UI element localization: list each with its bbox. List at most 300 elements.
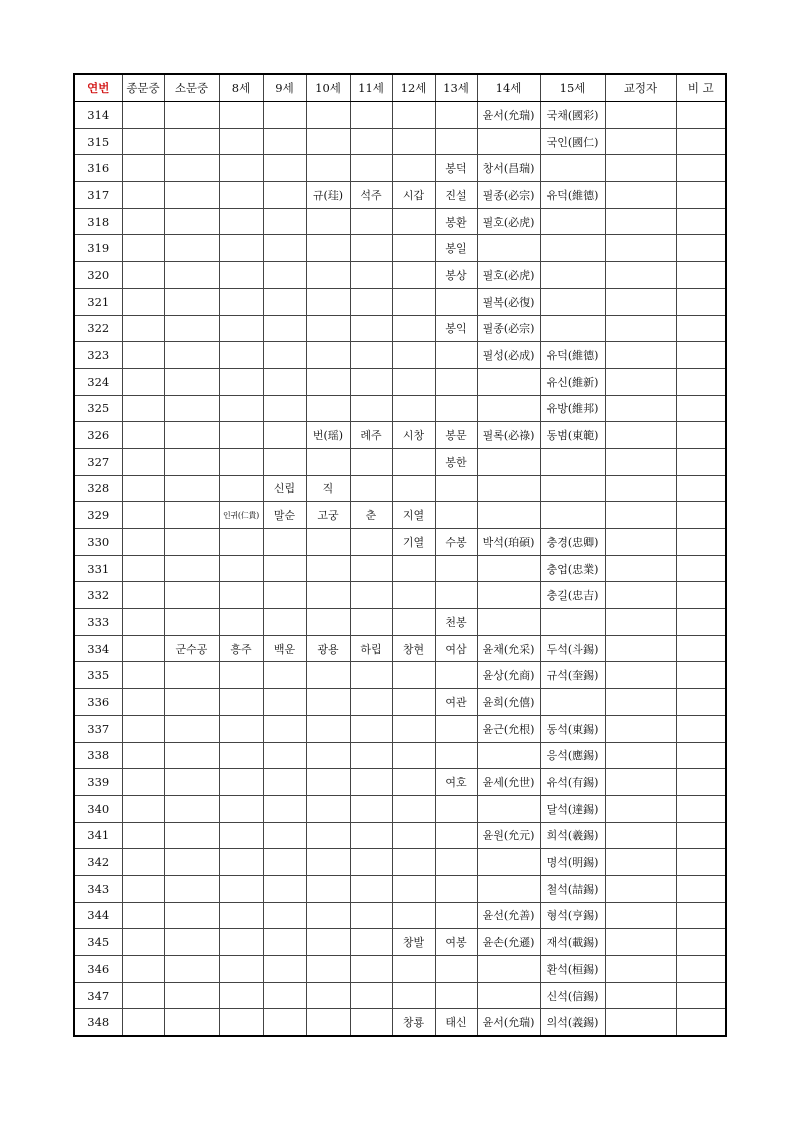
cell-generation-9 [263, 582, 306, 609]
cell-remarks [676, 262, 726, 289]
cell-remarks [676, 128, 726, 155]
cell-generation-11 [350, 315, 392, 342]
cell-generation-10 [306, 982, 350, 1009]
cell-proofreader [605, 395, 676, 422]
cell-generation-12 [392, 288, 435, 315]
cell-generation-11 [350, 582, 392, 609]
cell-generation-13 [435, 288, 477, 315]
cell-generation-13 [435, 795, 477, 822]
cell-remarks [676, 582, 726, 609]
cell-generation-14: 필종(必宗) [477, 315, 540, 342]
cell-generation-9 [263, 368, 306, 395]
cell-generation-8 [219, 395, 263, 422]
cell-sub-clan [164, 929, 219, 956]
cell-generation-8 [219, 155, 263, 182]
cell-sub-clan [164, 742, 219, 769]
cell-generation-13 [435, 982, 477, 1009]
cell-sub-clan [164, 448, 219, 475]
cell-generation-10 [306, 689, 350, 716]
cell-generation-9: 백운 [263, 635, 306, 662]
cell-generation-10 [306, 956, 350, 983]
cell-proofreader [605, 315, 676, 342]
cell-sub-clan [164, 368, 219, 395]
cell-main-clan [122, 395, 164, 422]
cell-remarks [676, 342, 726, 369]
cell-remarks [676, 288, 726, 315]
cell-serial-number: 319 [74, 235, 122, 262]
cell-remarks [676, 475, 726, 502]
header-generation-12: 12세 [392, 74, 435, 102]
header-generation-14: 14세 [477, 74, 540, 102]
cell-generation-15: 국인(國仁) [540, 128, 605, 155]
cell-generation-9 [263, 128, 306, 155]
cell-main-clan [122, 448, 164, 475]
cell-generation-11 [350, 902, 392, 929]
cell-generation-13 [435, 502, 477, 529]
cell-generation-14: 윤서(允瑞) [477, 102, 540, 129]
cell-generation-10 [306, 769, 350, 796]
cell-generation-10 [306, 715, 350, 742]
cell-remarks [676, 208, 726, 235]
cell-generation-10 [306, 929, 350, 956]
table-row [74, 342, 726, 369]
table-row [74, 689, 726, 716]
cell-generation-13: 태신 [435, 1009, 477, 1036]
cell-generation-13 [435, 742, 477, 769]
cell-generation-9 [263, 609, 306, 636]
table-row [74, 609, 726, 636]
cell-generation-9 [263, 262, 306, 289]
cell-generation-12 [392, 342, 435, 369]
cell-remarks [676, 502, 726, 529]
cell-remarks [676, 849, 726, 876]
cell-generation-11 [350, 342, 392, 369]
table-row [74, 182, 726, 209]
cell-generation-11 [350, 128, 392, 155]
header-generation-15: 15세 [540, 74, 605, 102]
table-row [74, 715, 726, 742]
cell-proofreader [605, 849, 676, 876]
cell-generation-12 [392, 368, 435, 395]
cell-generation-14: 필복(必復) [477, 288, 540, 315]
cell-remarks [676, 769, 726, 796]
cell-main-clan [122, 902, 164, 929]
cell-generation-8 [219, 875, 263, 902]
cell-serial-number: 324 [74, 368, 122, 395]
cell-serial-number: 326 [74, 422, 122, 449]
cell-remarks [676, 795, 726, 822]
cell-generation-9 [263, 342, 306, 369]
cell-remarks [676, 742, 726, 769]
cell-generation-9 [263, 929, 306, 956]
cell-generation-11 [350, 662, 392, 689]
cell-generation-13 [435, 849, 477, 876]
cell-proofreader [605, 155, 676, 182]
cell-sub-clan [164, 875, 219, 902]
cell-main-clan [122, 155, 164, 182]
header-main-clan: 종문중 [122, 74, 164, 102]
cell-generation-8 [219, 262, 263, 289]
header-generation-10: 10세 [306, 74, 350, 102]
cell-remarks [676, 822, 726, 849]
cell-remarks [676, 662, 726, 689]
table-row [74, 635, 726, 662]
cell-generation-13: 봉상 [435, 262, 477, 289]
cell-serial-number: 344 [74, 902, 122, 929]
cell-generation-10 [306, 555, 350, 582]
table-row [74, 422, 726, 449]
cell-sub-clan: 군수공 [164, 635, 219, 662]
cell-generation-9 [263, 795, 306, 822]
cell-generation-14: 윤근(允根) [477, 715, 540, 742]
cell-generation-15: 충경(忠卿) [540, 529, 605, 556]
cell-proofreader [605, 529, 676, 556]
cell-generation-15 [540, 502, 605, 529]
table-row [74, 769, 726, 796]
cell-proofreader [605, 342, 676, 369]
cell-generation-8 [219, 208, 263, 235]
table-row [74, 582, 726, 609]
cell-remarks [676, 689, 726, 716]
cell-generation-13 [435, 822, 477, 849]
cell-generation-15: 두석(斗錫) [540, 635, 605, 662]
cell-generation-8 [219, 422, 263, 449]
cell-generation-10 [306, 155, 350, 182]
cell-generation-15 [540, 315, 605, 342]
cell-sub-clan [164, 769, 219, 796]
cell-generation-8 [219, 368, 263, 395]
cell-generation-11 [350, 715, 392, 742]
cell-serial-number: 341 [74, 822, 122, 849]
cell-generation-15: 형석(亨錫) [540, 902, 605, 929]
cell-generation-12 [392, 582, 435, 609]
cell-serial-number: 345 [74, 929, 122, 956]
cell-serial-number: 321 [74, 288, 122, 315]
cell-remarks [676, 529, 726, 556]
cell-proofreader [605, 582, 676, 609]
cell-generation-15 [540, 609, 605, 636]
cell-serial-number: 331 [74, 555, 122, 582]
cell-remarks [676, 875, 726, 902]
cell-sub-clan [164, 262, 219, 289]
cell-main-clan [122, 288, 164, 315]
cell-generation-15: 신석(信錫) [540, 982, 605, 1009]
cell-proofreader [605, 368, 676, 395]
cell-sub-clan [164, 555, 219, 582]
cell-generation-9 [263, 235, 306, 262]
cell-generation-12 [392, 769, 435, 796]
cell-generation-14: 필종(必宗) [477, 182, 540, 209]
cell-serial-number: 333 [74, 609, 122, 636]
cell-proofreader [605, 182, 676, 209]
cell-remarks [676, 395, 726, 422]
cell-generation-11 [350, 288, 392, 315]
cell-generation-8 [219, 849, 263, 876]
cell-generation-10 [306, 822, 350, 849]
cell-generation-9 [263, 1009, 306, 1036]
cell-generation-12 [392, 555, 435, 582]
cell-generation-10 [306, 1009, 350, 1036]
cell-generation-14: 필호(必虎) [477, 208, 540, 235]
cell-generation-11 [350, 822, 392, 849]
cell-generation-12 [392, 609, 435, 636]
cell-generation-15 [540, 208, 605, 235]
cell-generation-11 [350, 262, 392, 289]
cell-generation-11 [350, 929, 392, 956]
cell-proofreader [605, 902, 676, 929]
table-row [74, 929, 726, 956]
cell-generation-15: 동석(東錫) [540, 715, 605, 742]
cell-main-clan [122, 795, 164, 822]
cell-generation-14: 윤세(允世) [477, 769, 540, 796]
cell-proofreader [605, 1009, 676, 1036]
cell-generation-13: 여관 [435, 689, 477, 716]
cell-generation-8 [219, 929, 263, 956]
cell-generation-10 [306, 395, 350, 422]
cell-remarks [676, 422, 726, 449]
cell-generation-9 [263, 555, 306, 582]
cell-serial-number: 323 [74, 342, 122, 369]
cell-generation-9: 신립 [263, 475, 306, 502]
cell-proofreader [605, 555, 676, 582]
cell-proofreader [605, 102, 676, 129]
cell-generation-15: 규석(奎錫) [540, 662, 605, 689]
cell-proofreader [605, 715, 676, 742]
cell-generation-12 [392, 128, 435, 155]
cell-generation-12 [392, 822, 435, 849]
cell-sub-clan [164, 956, 219, 983]
cell-generation-10 [306, 288, 350, 315]
cell-remarks [676, 982, 726, 1009]
cell-main-clan [122, 208, 164, 235]
cell-main-clan [122, 609, 164, 636]
table-row [74, 822, 726, 849]
cell-generation-13: 여봉 [435, 929, 477, 956]
cell-generation-11 [350, 208, 392, 235]
cell-serial-number: 335 [74, 662, 122, 689]
cell-proofreader [605, 235, 676, 262]
cell-generation-9 [263, 742, 306, 769]
cell-generation-8 [219, 342, 263, 369]
cell-generation-10 [306, 742, 350, 769]
cell-generation-15: 재석(載錫) [540, 929, 605, 956]
cell-generation-9 [263, 875, 306, 902]
cell-generation-11 [350, 849, 392, 876]
cell-generation-12: 시갑 [392, 182, 435, 209]
cell-remarks [676, 315, 726, 342]
cell-serial-number: 320 [74, 262, 122, 289]
cell-proofreader [605, 128, 676, 155]
cell-generation-12 [392, 448, 435, 475]
cell-generation-14 [477, 795, 540, 822]
cell-generation-15: 명석(明錫) [540, 849, 605, 876]
cell-sub-clan [164, 902, 219, 929]
cell-generation-8 [219, 769, 263, 796]
cell-sub-clan [164, 1009, 219, 1036]
cell-main-clan [122, 875, 164, 902]
cell-generation-14 [477, 502, 540, 529]
cell-generation-9 [263, 182, 306, 209]
cell-main-clan [122, 315, 164, 342]
cell-generation-13: 봉한 [435, 448, 477, 475]
cell-generation-13 [435, 582, 477, 609]
cell-serial-number: 330 [74, 529, 122, 556]
cell-generation-13 [435, 395, 477, 422]
cell-generation-15: 충업(忠業) [540, 555, 605, 582]
cell-generation-10 [306, 342, 350, 369]
cell-generation-14: 창서(昌瑞) [477, 155, 540, 182]
cell-generation-9 [263, 208, 306, 235]
cell-serial-number: 325 [74, 395, 122, 422]
cell-serial-number: 328 [74, 475, 122, 502]
cell-generation-10 [306, 128, 350, 155]
cell-generation-14 [477, 395, 540, 422]
cell-remarks [676, 635, 726, 662]
cell-generation-11 [350, 875, 392, 902]
cell-generation-13: 수봉 [435, 529, 477, 556]
cell-serial-number: 317 [74, 182, 122, 209]
cell-generation-13: 천봉 [435, 609, 477, 636]
cell-generation-8 [219, 956, 263, 983]
cell-remarks [676, 1009, 726, 1036]
cell-generation-8: 흥주 [219, 635, 263, 662]
cell-generation-15 [540, 155, 605, 182]
cell-generation-12: 창발 [392, 929, 435, 956]
cell-generation-13: 봉문 [435, 422, 477, 449]
cell-generation-12 [392, 475, 435, 502]
cell-main-clan [122, 235, 164, 262]
table-row [74, 902, 726, 929]
cell-generation-15: 유방(維邦) [540, 395, 605, 422]
cell-main-clan [122, 128, 164, 155]
cell-generation-10 [306, 262, 350, 289]
cell-remarks [676, 182, 726, 209]
cell-generation-15 [540, 448, 605, 475]
cell-generation-15: 의석(義錫) [540, 1009, 605, 1036]
table-row [74, 529, 726, 556]
cell-serial-number: 348 [74, 1009, 122, 1036]
cell-generation-14 [477, 448, 540, 475]
cell-generation-9 [263, 102, 306, 129]
cell-proofreader [605, 689, 676, 716]
cell-main-clan [122, 635, 164, 662]
cell-generation-8 [219, 555, 263, 582]
table-row [74, 368, 726, 395]
cell-sub-clan [164, 502, 219, 529]
cell-main-clan [122, 475, 164, 502]
cell-generation-12 [392, 795, 435, 822]
table-row [74, 235, 726, 262]
cell-remarks [676, 956, 726, 983]
cell-proofreader [605, 208, 676, 235]
cell-generation-10 [306, 662, 350, 689]
cell-generation-10: 직 [306, 475, 350, 502]
cell-generation-10 [306, 208, 350, 235]
cell-generation-9 [263, 155, 306, 182]
cell-generation-13: 봉익 [435, 315, 477, 342]
cell-serial-number: 347 [74, 982, 122, 1009]
cell-main-clan [122, 555, 164, 582]
cell-generation-13 [435, 875, 477, 902]
cell-generation-13 [435, 956, 477, 983]
cell-generation-12 [392, 235, 435, 262]
cell-serial-number: 329 [74, 502, 122, 529]
cell-serial-number: 334 [74, 635, 122, 662]
table-row [74, 555, 726, 582]
cell-generation-8 [219, 182, 263, 209]
table-row [74, 448, 726, 475]
cell-proofreader [605, 609, 676, 636]
cell-generation-11 [350, 235, 392, 262]
cell-generation-11 [350, 1009, 392, 1036]
cell-generation-10 [306, 235, 350, 262]
cell-generation-8 [219, 448, 263, 475]
cell-serial-number: 316 [74, 155, 122, 182]
cell-generation-11 [350, 448, 392, 475]
cell-main-clan [122, 1009, 164, 1036]
cell-generation-15: 유석(有錫) [540, 769, 605, 796]
cell-generation-8 [219, 609, 263, 636]
cell-sub-clan [164, 235, 219, 262]
cell-main-clan [122, 662, 164, 689]
cell-main-clan [122, 929, 164, 956]
cell-generation-11 [350, 155, 392, 182]
cell-serial-number: 327 [74, 448, 122, 475]
cell-generation-13: 진설 [435, 182, 477, 209]
cell-generation-13: 여삼 [435, 635, 477, 662]
cell-main-clan [122, 422, 164, 449]
cell-generation-9 [263, 769, 306, 796]
cell-sub-clan [164, 582, 219, 609]
cell-generation-10 [306, 849, 350, 876]
cell-proofreader [605, 502, 676, 529]
cell-generation-12 [392, 208, 435, 235]
cell-generation-12 [392, 662, 435, 689]
cell-proofreader [605, 822, 676, 849]
cell-generation-14 [477, 582, 540, 609]
cell-generation-13 [435, 102, 477, 129]
cell-generation-12 [392, 102, 435, 129]
cell-serial-number: 322 [74, 315, 122, 342]
cell-serial-number: 337 [74, 715, 122, 742]
cell-generation-14 [477, 742, 540, 769]
cell-generation-15: 철석(喆錫) [540, 875, 605, 902]
cell-proofreader [605, 288, 676, 315]
cell-generation-13 [435, 342, 477, 369]
cell-sub-clan [164, 662, 219, 689]
cell-proofreader [605, 448, 676, 475]
cell-generation-12 [392, 902, 435, 929]
cell-generation-13: 여호 [435, 769, 477, 796]
cell-main-clan [122, 262, 164, 289]
table-row [74, 742, 726, 769]
cell-generation-14 [477, 555, 540, 582]
header-generation-9: 9세 [263, 74, 306, 102]
cell-generation-10 [306, 795, 350, 822]
cell-generation-15: 희석(羲錫) [540, 822, 605, 849]
cell-generation-14 [477, 982, 540, 1009]
cell-generation-14 [477, 609, 540, 636]
cell-sub-clan [164, 609, 219, 636]
cell-generation-12: 창현 [392, 635, 435, 662]
cell-generation-11: 석주 [350, 182, 392, 209]
cell-serial-number: 339 [74, 769, 122, 796]
cell-generation-12: 기열 [392, 529, 435, 556]
cell-generation-9 [263, 395, 306, 422]
cell-main-clan [122, 529, 164, 556]
cell-generation-14: 윤손(允遜) [477, 929, 540, 956]
cell-remarks [676, 448, 726, 475]
